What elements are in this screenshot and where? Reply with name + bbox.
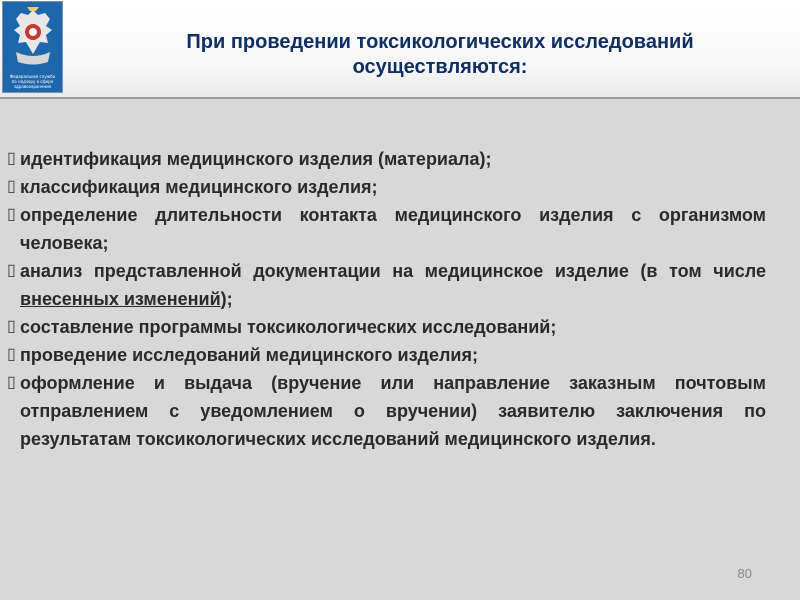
bullet-text: составление программы токсикологических исследований; <box>20 317 557 337</box>
bullet-item <box>8 341 766 369</box>
bullet-item <box>8 145 766 173</box>
bullet-list <box>8 145 766 453</box>
bullet-text: оформление и выдача (вручение или направление заказным почтовым отправлением с уведомлением о вручении) заявителю заключения по результатам токсикологических исследований медицинского изделия. <box>20 373 766 449</box>
bullet-text: ); <box>220 289 233 309</box>
bullet-item <box>8 173 766 201</box>
bullet-marker-icon: ▯ <box>7 206 16 223</box>
bullet-marker-icon: ▯ <box>7 346 16 363</box>
bullet-item <box>8 201 766 257</box>
bullet-text: классификация медицинского изделия; <box>20 177 378 197</box>
slide-title-line-2: осуществляются: <box>352 56 528 78</box>
page-number: 80 <box>737 566 752 581</box>
double-headed-eagle-icon <box>8 6 58 68</box>
bullet-text: проведение исследований медицинского изделия; <box>20 345 478 365</box>
header-band <box>0 0 800 99</box>
bullet-marker-icon: ▯ <box>7 374 16 391</box>
bullet-text: определение длительности контакта медицинского изделия с организмом человека; <box>20 205 766 253</box>
bullet-marker-icon: ▯ <box>7 318 16 335</box>
bullet-text: анализ представленной документации на медицинское изделие (в том числе <box>20 261 766 281</box>
bullet-marker-icon: ▯ <box>7 262 16 279</box>
bullet-item <box>8 257 766 313</box>
logo-caption: Федеральная служба по надзору в сфере здравоохранения <box>9 74 56 89</box>
bullet-marker-icon: ▯ <box>7 178 16 195</box>
agency-logo <box>2 1 63 93</box>
bullet-marker-icon: ▯ <box>7 150 16 167</box>
bullet-item <box>8 369 766 453</box>
bullet-item <box>8 313 766 341</box>
slide-title-line-1: При проведении токсикологических исследований <box>186 31 694 53</box>
bullet-text: идентификация медицинского изделия (материала); <box>20 149 492 169</box>
bullet-text-underlined: внесенных изменений <box>20 289 221 309</box>
slide-title <box>110 30 770 80</box>
